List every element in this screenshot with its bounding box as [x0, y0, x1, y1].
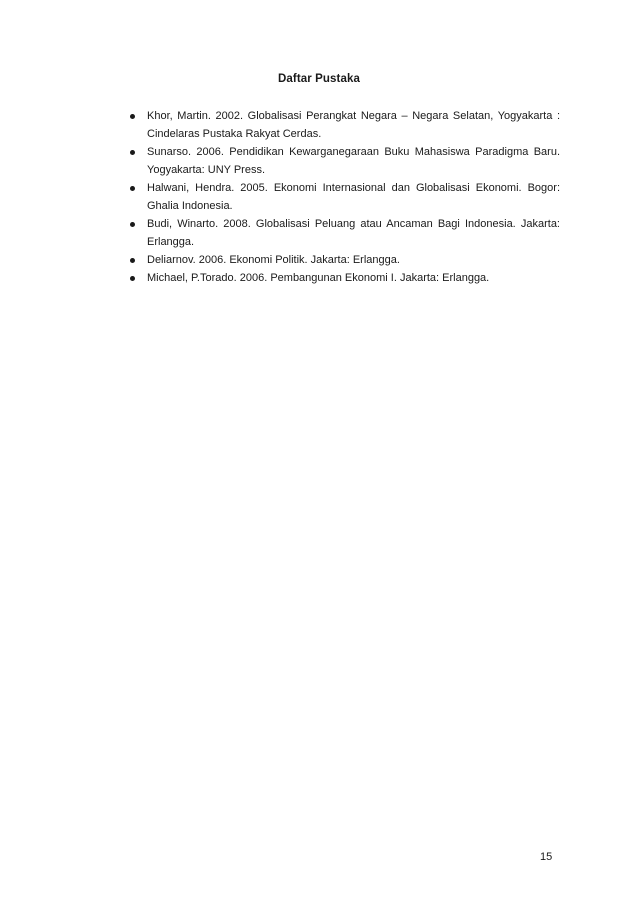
reference-item: Budi, Winarto. 2008. Globalisasi Peluang atau Ancaman Bagi Indonesia. Jakarta: Erlangga. — [128, 215, 560, 251]
page-title: Daftar Pustaka — [278, 73, 360, 85]
page-number: 15 — [540, 851, 553, 863]
reference-item: Michael, P.Torado. 2006. Pembangunan Ekonomi I. Jakarta: Erlangga. — [128, 269, 560, 287]
reference-item: Khor, Martin. 2002. Globalisasi Perangkat Negara – Negara Selatan, Yogyakarta : Cindelaras Pustaka Rakyat Cerdas. — [128, 107, 560, 143]
reference-item: Deliarnov. 2006. Ekonomi Politik. Jakarta: Erlangga. — [128, 251, 560, 269]
reference-item: Halwani, Hendra. 2005. Ekonomi Internasional dan Globalisasi Ekonomi. Bogor: Ghalia Indonesia. — [128, 179, 560, 215]
reference-item: Sunarso. 2006. Pendidikan Kewarganegaraan Buku Mahasiswa Paradigma Baru. Yogyakarta: UNY Press. — [128, 143, 560, 179]
reference-list — [128, 107, 560, 287]
